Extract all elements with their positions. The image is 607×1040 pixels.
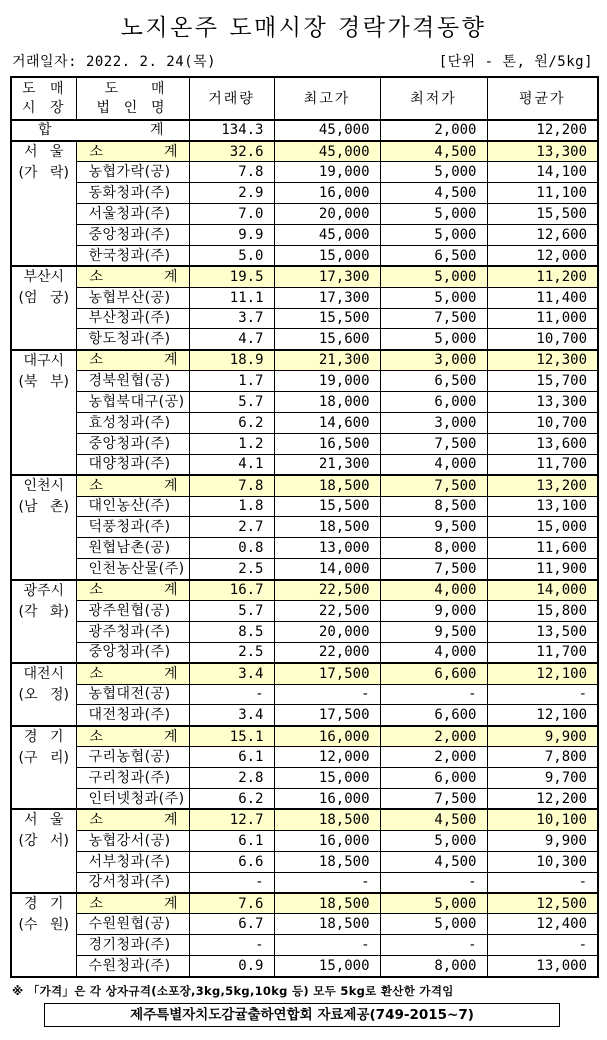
max-price-cell: 18,000 [274, 392, 380, 413]
avg-price-cell: 13,200 [487, 475, 598, 496]
min-price-cell: 5,000 [380, 266, 487, 287]
corp-row [11, 287, 598, 308]
market-cell [11, 809, 76, 893]
table-body [11, 120, 598, 977]
header-corp [76, 77, 189, 120]
min-price-cell: 9,500 [380, 517, 487, 538]
min-price-cell: 5,000 [380, 329, 487, 350]
volume-cell: 11.1 [189, 287, 274, 308]
max-price-cell: 45,000 [274, 141, 380, 162]
min-price-cell: - [380, 935, 487, 956]
market-cell [11, 266, 76, 350]
corp-row [11, 935, 598, 956]
volume-cell: 134.3 [189, 120, 274, 141]
max-price-cell: 15,500 [274, 308, 380, 329]
min-price-cell: 5,000 [380, 162, 487, 183]
volume-cell: 0.8 [189, 538, 274, 559]
max-price-cell: 17,300 [274, 287, 380, 308]
avg-price-cell: 11,400 [487, 287, 598, 308]
volume-cell: 3.4 [189, 663, 274, 684]
corp-row [11, 517, 598, 538]
header-corp-line1: 도 매 [104, 80, 165, 97]
max-price-cell: 15,000 [274, 956, 380, 977]
market-cell [11, 141, 76, 266]
volume-cell: 7.6 [189, 893, 274, 914]
volume-cell: 6.1 [189, 747, 274, 768]
corp-name: 원협남촌(공) [76, 538, 189, 559]
avg-price-cell: 15,500 [487, 204, 598, 225]
market-area: (남 촌) [18, 499, 69, 516]
volume-cell: 1.7 [189, 371, 274, 392]
unit-label: [단위 - 톤, 원/5kg] [438, 54, 593, 70]
min-price-cell: 7,500 [380, 475, 487, 496]
corp-name: 중앙청과(주) [76, 642, 189, 663]
subtotal-row [11, 141, 598, 162]
avg-price-cell: 11,100 [487, 183, 598, 204]
max-price-cell: 17,300 [274, 266, 380, 287]
corp-row [11, 705, 598, 726]
min-price-cell: 5,000 [380, 830, 487, 851]
min-price-cell: 7,500 [380, 308, 487, 329]
corp-name: 인천농산물(주) [76, 559, 189, 580]
subtotal-row [11, 266, 598, 287]
corp-name: 대인농산(주) [76, 496, 189, 517]
price-table [10, 76, 599, 978]
corp-row [11, 433, 598, 454]
market-cell [11, 580, 76, 664]
subtotal-label: 소 계 [76, 726, 189, 747]
corp-row [11, 747, 598, 768]
max-price-cell: 21,300 [274, 350, 380, 371]
min-price-cell: - [380, 684, 487, 705]
avg-price-cell: 12,500 [487, 893, 598, 914]
max-price-cell: 22,500 [274, 600, 380, 621]
max-price-cell: 16,000 [274, 726, 380, 747]
volume-cell: 6.2 [189, 789, 274, 810]
subtotal-label: 소 계 [76, 350, 189, 371]
corp-row [11, 851, 598, 872]
avg-price-cell: 10,700 [487, 329, 598, 350]
min-price-cell: 2,000 [380, 120, 487, 141]
corp-row [11, 600, 598, 621]
corp-row [11, 496, 598, 517]
avg-price-cell: 12,200 [487, 120, 598, 141]
min-price-cell: 8,000 [380, 538, 487, 559]
avg-price-cell: 9,700 [487, 768, 598, 789]
corp-row [11, 914, 598, 935]
header-avg-price: 평균가 [487, 77, 598, 120]
min-price-cell: 4,500 [380, 809, 487, 830]
volume-cell: 2.7 [189, 517, 274, 538]
max-price-cell: 14,000 [274, 559, 380, 580]
max-price-cell: 17,500 [274, 705, 380, 726]
max-price-cell: 14,600 [274, 412, 380, 433]
subtotal-label: 소 계 [76, 663, 189, 684]
market-name: 대구시 [23, 352, 65, 369]
market-name: 경 기 [24, 728, 64, 745]
header-row [11, 77, 598, 120]
market-cell [11, 350, 76, 475]
corp-name: 부산청과(주) [76, 308, 189, 329]
min-price-cell: 5,000 [380, 893, 487, 914]
corp-row [11, 872, 598, 893]
corp-name: 중앙청과(주) [76, 224, 189, 245]
max-price-cell: - [274, 935, 380, 956]
min-price-cell: 6,000 [380, 768, 487, 789]
min-price-cell: 7,500 [380, 789, 487, 810]
corp-name: 수원청과(주) [76, 956, 189, 977]
avg-price-cell: 11,200 [487, 266, 598, 287]
corp-row [11, 245, 598, 266]
subtotal-label: 소 계 [76, 580, 189, 601]
min-price-cell: 4,500 [380, 141, 487, 162]
subtotal-row [11, 350, 598, 371]
avg-price-cell: - [487, 872, 598, 893]
avg-price-cell: - [487, 935, 598, 956]
max-price-cell: 18,500 [274, 517, 380, 538]
min-price-cell: 3,000 [380, 350, 487, 371]
volume-cell: 0.9 [189, 956, 274, 977]
min-price-cell: 6,500 [380, 371, 487, 392]
corp-row [11, 371, 598, 392]
max-price-cell: 20,000 [274, 204, 380, 225]
avg-price-cell: 12,600 [487, 224, 598, 245]
corp-row [11, 956, 598, 977]
header-volume: 거래량 [189, 77, 274, 120]
market-area: (각 화) [18, 603, 69, 620]
corp-row [11, 684, 598, 705]
max-price-cell: - [274, 872, 380, 893]
min-price-cell: 7,500 [380, 433, 487, 454]
volume-cell: 15.1 [189, 726, 274, 747]
volume-cell: 5.7 [189, 392, 274, 413]
subtotal-row [11, 580, 598, 601]
market-name: 대전시 [23, 666, 65, 683]
avg-price-cell: 10,100 [487, 809, 598, 830]
volume-cell: 4.1 [189, 454, 274, 475]
volume-cell: 5.7 [189, 600, 274, 621]
market-area: (강 서) [18, 833, 69, 850]
avg-price-cell: 11,900 [487, 559, 598, 580]
max-price-cell: 13,000 [274, 538, 380, 559]
page-title: 노지온주 도매시장 경락가격동향 [120, 15, 487, 41]
subtotal-row [11, 893, 598, 914]
avg-price-cell: 11,600 [487, 538, 598, 559]
avg-price-cell: 12,100 [487, 663, 598, 684]
volume-cell: 6.2 [189, 412, 274, 433]
volume-cell: 1.2 [189, 433, 274, 454]
volume-cell: 7.8 [189, 162, 274, 183]
avg-price-cell: 13,600 [487, 433, 598, 454]
header-max-price: 최고가 [274, 77, 380, 120]
avg-price-cell: 13,100 [487, 496, 598, 517]
corp-name: 인터넷청과(주) [76, 789, 189, 810]
volume-cell: 16.7 [189, 580, 274, 601]
market-area: (오 정) [18, 687, 69, 704]
corp-row [11, 768, 598, 789]
avg-price-cell: 10,700 [487, 412, 598, 433]
volume-cell: 6.7 [189, 914, 274, 935]
corp-row [11, 830, 598, 851]
min-price-cell: 6,600 [380, 705, 487, 726]
max-price-cell: - [274, 684, 380, 705]
corp-name: 서부청과(주) [76, 851, 189, 872]
volume-cell: 4.7 [189, 329, 274, 350]
corp-name: 강서청과(주) [76, 872, 189, 893]
market-area: (엄 궁) [18, 290, 69, 307]
subtotal-row [11, 809, 598, 830]
corp-row [11, 454, 598, 475]
source-box: 제주특별자치도감귤출하연합회 자료제공(749-2015~7) [44, 1003, 560, 1027]
min-price-cell: 2,000 [380, 726, 487, 747]
volume-cell: 32.6 [189, 141, 274, 162]
total-row [11, 120, 598, 141]
corp-name: 한국청과(주) [76, 245, 189, 266]
avg-price-cell: 14,000 [487, 580, 598, 601]
subtotal-row [11, 663, 598, 684]
volume-cell: 7.0 [189, 204, 274, 225]
corp-name: 구리농협(공) [76, 747, 189, 768]
min-price-cell: 8,000 [380, 956, 487, 977]
market-name: 부산시 [23, 269, 65, 286]
market-cell [11, 726, 76, 810]
avg-price-cell: 12,200 [487, 789, 598, 810]
avg-price-cell: 15,700 [487, 371, 598, 392]
avg-price-cell: 13,300 [487, 141, 598, 162]
avg-price-cell: 9,900 [487, 830, 598, 851]
market-name: 서 울 [24, 812, 64, 829]
volume-cell: 2.5 [189, 559, 274, 580]
corp-row [11, 621, 598, 642]
avg-price-cell: 10,300 [487, 851, 598, 872]
max-price-cell: 22,500 [274, 580, 380, 601]
min-price-cell: 4,500 [380, 183, 487, 204]
market-name: 광주시 [23, 582, 65, 599]
subtotal-row [11, 726, 598, 747]
corp-row [11, 162, 598, 183]
min-price-cell: 4,000 [380, 580, 487, 601]
corp-name: 중앙청과(주) [76, 433, 189, 454]
corp-name: 효성청과(주) [76, 412, 189, 433]
header-market [11, 77, 76, 120]
avg-price-cell: 13,500 [487, 621, 598, 642]
min-price-cell: 3,000 [380, 412, 487, 433]
avg-price-cell: 11,700 [487, 642, 598, 663]
volume-cell: 3.7 [189, 308, 274, 329]
subtotal-row [11, 475, 598, 496]
volume-cell: - [189, 935, 274, 956]
market-area: (수 원) [18, 916, 69, 933]
corp-name: 서울청과(주) [76, 204, 189, 225]
corp-name: 동화청과(주) [76, 183, 189, 204]
min-price-cell: 6,000 [380, 392, 487, 413]
corp-row [11, 789, 598, 810]
market-cell [11, 663, 76, 726]
max-price-cell: 20,000 [274, 621, 380, 642]
max-price-cell: 16,000 [274, 830, 380, 851]
table-header [11, 77, 598, 120]
corp-name: 농협부산(공) [76, 287, 189, 308]
max-price-cell: 15,000 [274, 768, 380, 789]
volume-cell: 2.9 [189, 183, 274, 204]
volume-cell: - [189, 684, 274, 705]
corp-row [11, 642, 598, 663]
corp-name: 농협대전(공) [76, 684, 189, 705]
volume-cell: 19.5 [189, 266, 274, 287]
corp-row [11, 329, 598, 350]
corp-name: 광주원협(공) [76, 600, 189, 621]
subtotal-label: 소 계 [76, 809, 189, 830]
corp-name: 대전청과(주) [76, 705, 189, 726]
min-price-cell: - [380, 872, 487, 893]
corp-name: 경기청과(주) [76, 935, 189, 956]
volume-cell: 12.7 [189, 809, 274, 830]
volume-cell: 7.8 [189, 475, 274, 496]
market-cell [11, 475, 76, 579]
subtotal-label: 소 계 [76, 266, 189, 287]
trade-date: 거래일자: 2022. 2. 24(목) [12, 54, 217, 70]
max-price-cell: 16,000 [274, 183, 380, 204]
corp-name: 농협가락(공) [76, 162, 189, 183]
max-price-cell: 22,000 [274, 642, 380, 663]
avg-price-cell: 7,800 [487, 747, 598, 768]
avg-price-cell: 12,400 [487, 914, 598, 935]
max-price-cell: 18,500 [274, 893, 380, 914]
corp-row [11, 204, 598, 225]
max-price-cell: 12,000 [274, 747, 380, 768]
volume-cell: 5.0 [189, 245, 274, 266]
header-market-line2: 시 장 [22, 99, 64, 116]
min-price-cell: 7,500 [380, 559, 487, 580]
corp-row [11, 392, 598, 413]
max-price-cell: 19,000 [274, 162, 380, 183]
corp-row [11, 412, 598, 433]
min-price-cell: 5,000 [380, 204, 487, 225]
volume-cell: 2.5 [189, 642, 274, 663]
max-price-cell: 16,500 [274, 433, 380, 454]
max-price-cell: 19,000 [274, 371, 380, 392]
min-price-cell: 5,000 [380, 224, 487, 245]
market-name: 경 기 [24, 895, 64, 912]
max-price-cell: 45,000 [274, 120, 380, 141]
volume-cell: 2.8 [189, 768, 274, 789]
market-area: (구 리) [18, 749, 69, 766]
market-area: (북 부) [18, 373, 69, 390]
min-price-cell: 8,500 [380, 496, 487, 517]
corp-row [11, 559, 598, 580]
corp-name: 농협강서(공) [76, 830, 189, 851]
avg-price-cell: 11,000 [487, 308, 598, 329]
max-price-cell: 17,500 [274, 663, 380, 684]
min-price-cell: 5,000 [380, 914, 487, 935]
avg-price-cell: 9,900 [487, 726, 598, 747]
max-price-cell: 15,600 [274, 329, 380, 350]
avg-price-cell: 11,700 [487, 454, 598, 475]
corp-name: 수원원협(공) [76, 914, 189, 935]
market-name: 서 울 [24, 143, 64, 160]
market-cell [11, 893, 76, 977]
avg-price-cell: 13,300 [487, 392, 598, 413]
corp-name: 구리청과(주) [76, 768, 189, 789]
min-price-cell: 4,000 [380, 454, 487, 475]
max-price-cell: 18,500 [274, 809, 380, 830]
max-price-cell: 45,000 [274, 224, 380, 245]
corp-name: 경북원협(공) [76, 371, 189, 392]
max-price-cell: 15,000 [274, 245, 380, 266]
volume-cell: 18.9 [189, 350, 274, 371]
subtotal-label: 소 계 [76, 141, 189, 162]
min-price-cell: 6,500 [380, 245, 487, 266]
volume-cell: 8.5 [189, 621, 274, 642]
min-price-cell: 6,600 [380, 663, 487, 684]
avg-price-cell: 15,800 [487, 600, 598, 621]
volume-cell: 1.8 [189, 496, 274, 517]
avg-price-cell: 12,100 [487, 705, 598, 726]
max-price-cell: 18,500 [274, 914, 380, 935]
avg-price-cell: 13,000 [487, 956, 598, 977]
header-market-line1: 도 매 [22, 80, 64, 97]
market-area: (가 락) [18, 164, 69, 181]
corp-name: 대양청과(주) [76, 454, 189, 475]
header-corp-line2: 법 인 명 [96, 99, 165, 116]
avg-price-cell: 12,000 [487, 245, 598, 266]
corp-name: 농협북대구(공) [76, 392, 189, 413]
market-name: 인천시 [23, 478, 65, 495]
max-price-cell: 18,500 [274, 475, 380, 496]
total-label: 합 계 [11, 120, 189, 141]
min-price-cell: 5,000 [380, 287, 487, 308]
min-price-cell: 4,500 [380, 851, 487, 872]
corp-name: 덕풍청과(주) [76, 517, 189, 538]
volume-cell: 9.9 [189, 224, 274, 245]
header-min-price: 최저가 [380, 77, 487, 120]
corp-row [11, 183, 598, 204]
volume-cell: 3.4 [189, 705, 274, 726]
corp-name: 광주청과(주) [76, 621, 189, 642]
footnote: ※ 「가격」은 각 상자규격(소포장,3kg,5kg,10kg 등) 모두 5kg로 환산한 가격임 [12, 984, 454, 998]
avg-price-cell: 12,300 [487, 350, 598, 371]
corp-row [11, 224, 598, 245]
corp-name: 항도청과(주) [76, 329, 189, 350]
max-price-cell: 18,500 [274, 851, 380, 872]
min-price-cell: 4,000 [380, 642, 487, 663]
avg-price-cell: 14,100 [487, 162, 598, 183]
volume-cell: - [189, 872, 274, 893]
subtotal-label: 소 계 [76, 475, 189, 496]
min-price-cell: 9,000 [380, 600, 487, 621]
max-price-cell: 16,000 [274, 789, 380, 810]
max-price-cell: 15,500 [274, 496, 380, 517]
max-price-cell: 21,300 [274, 454, 380, 475]
volume-cell: 6.6 [189, 851, 274, 872]
min-price-cell: 2,000 [380, 747, 487, 768]
volume-cell: 6.1 [189, 830, 274, 851]
avg-price-cell: - [487, 684, 598, 705]
corp-row [11, 538, 598, 559]
avg-price-cell: 15,000 [487, 517, 598, 538]
corp-row [11, 308, 598, 329]
min-price-cell: 9,500 [380, 621, 487, 642]
subtotal-label: 소 계 [76, 893, 189, 914]
